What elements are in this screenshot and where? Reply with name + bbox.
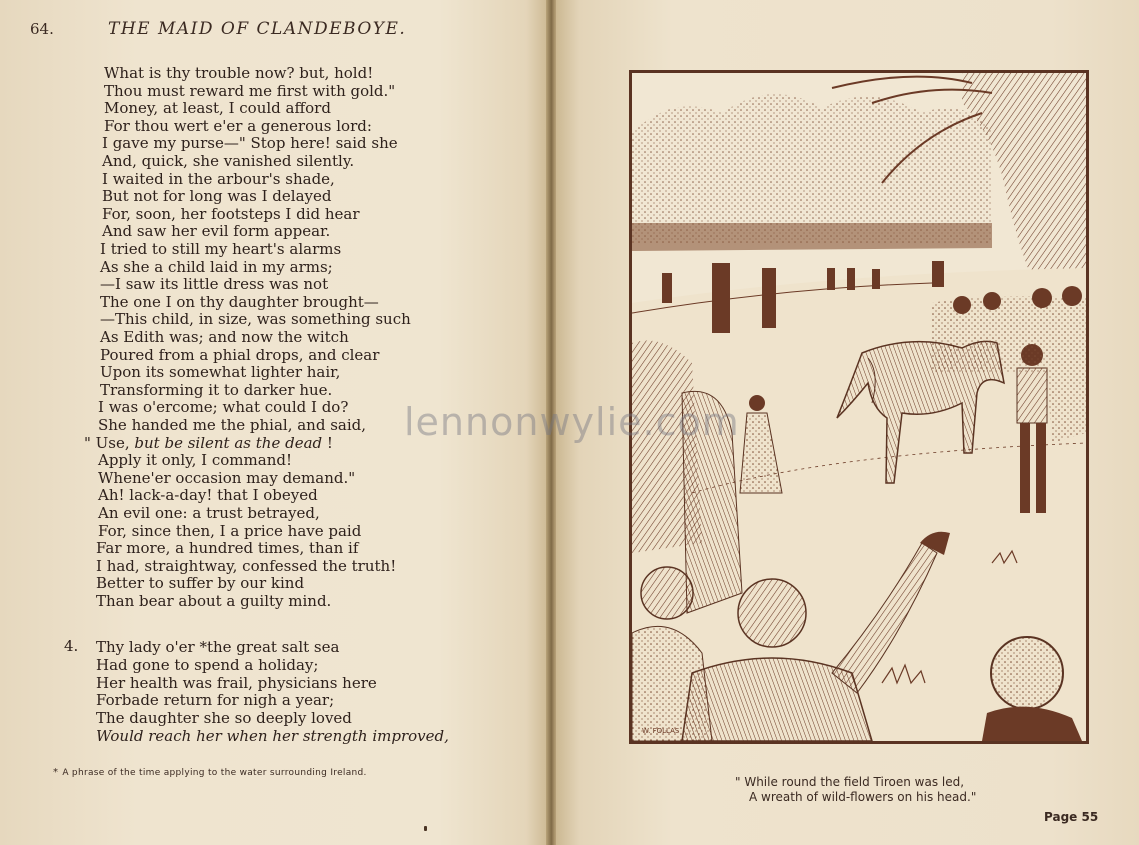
- footnote-text: A phrase of the time applying to the water surrounding Ireland.: [62, 768, 367, 778]
- verse-line: I was o'ercome; what could I do?: [98, 398, 349, 417]
- stanza4-line: Thy lady o'er *the great salt sea: [96, 638, 340, 656]
- right-page-number: Page 55: [1044, 810, 1099, 824]
- stanza4-line: The daughter she so deeply loved: [96, 709, 352, 728]
- verse-line: She handed me the phial, and said,: [98, 416, 367, 434]
- stanza-number: 4.: [64, 637, 79, 655]
- use-line-italic: but be silent as the dead: [134, 433, 323, 452]
- stanza4-line: Forbade return for nigh a year;: [96, 691, 335, 710]
- verse-line: As she a child laid in my arms;: [100, 257, 333, 276]
- verse-line: But not for long was I delayed: [102, 187, 332, 206]
- verse-line: For, since then, I a price have paid: [98, 521, 362, 540]
- verse-line: And saw her evil form appear.: [102, 222, 331, 241]
- verse-line: I tried to still my heart's alarms: [100, 240, 342, 258]
- verse-line: And, quick, she vanished silently.: [102, 152, 355, 170]
- caption-line-2: A wreath of wild-flowers on his head.": [749, 790, 977, 804]
- stanza4-line: Her health was frail, physicians here: [96, 673, 377, 692]
- verse-line: —This child, in size, was something such: [100, 310, 411, 329]
- stanza4-italic-line: Would reach her when her strength improved,: [96, 727, 449, 745]
- verse-line: I had, straightway, confessed the truth!: [96, 556, 397, 575]
- verse-line: For, soon, her footsteps I did hear: [102, 204, 360, 223]
- verse-line: I waited in the arbour's shade,: [102, 169, 335, 188]
- illustration-caption: [735, 775, 1025, 805]
- use-line-open: " Use,: [84, 433, 135, 452]
- artist-signature: W. FOLLAS: [642, 727, 680, 735]
- verse-line: Ah! lack-a-day! that I obeyed: [98, 486, 318, 505]
- verse-line: An evil one: a trust betrayed,: [98, 504, 320, 522]
- verse-line: Better to suffer by our kind: [96, 574, 305, 593]
- verse-line: Whene'er occasion may demand.": [98, 468, 356, 487]
- use-line-close: !: [322, 433, 333, 452]
- verse-line: Poured from a phial drops, and clear: [100, 345, 380, 364]
- verse-line: Far more, a hundred times, than if: [96, 539, 359, 558]
- footnote-mark: *: [53, 767, 59, 778]
- verse-line: Than bear about a guilty mind.: [96, 592, 332, 610]
- watermark-text: lennonwylie.com: [404, 400, 740, 444]
- stanza4-line: Had gone to spend a holiday;: [96, 655, 319, 674]
- verse-line-use: [84, 434, 333, 452]
- left-page-number: 64.: [30, 20, 54, 38]
- verse-line: The one I on thy daughter brought—: [100, 292, 379, 311]
- verse-line: —I saw its little dress was not: [100, 275, 329, 294]
- running-head: THE MAID OF CLANDEBOYE.: [108, 19, 407, 39]
- verse-line: For thou wert e'er a generous lord:: [104, 116, 372, 135]
- verse-line: As Edith was; and now the witch: [100, 328, 349, 346]
- footnote: [53, 767, 367, 778]
- verse-line: I gave my purse—" Stop here! said she: [102, 134, 398, 153]
- caption-line-1: " While round the field Tiroen was led,: [735, 775, 965, 789]
- verse-line: Thou must reward me first with gold.": [104, 81, 396, 100]
- ink-mark: [424, 826, 427, 831]
- verse-line: Transforming it to darker hue.: [100, 380, 333, 399]
- verse-line: Upon its somewhat lighter hair,: [100, 363, 341, 382]
- verse-line: Money, at least, I could afford: [104, 99, 331, 118]
- verse-line: What is thy trouble now? but, hold!: [104, 64, 374, 82]
- verse-line: Apply it only, I command!: [98, 451, 292, 470]
- distant-trees: [632, 94, 992, 243]
